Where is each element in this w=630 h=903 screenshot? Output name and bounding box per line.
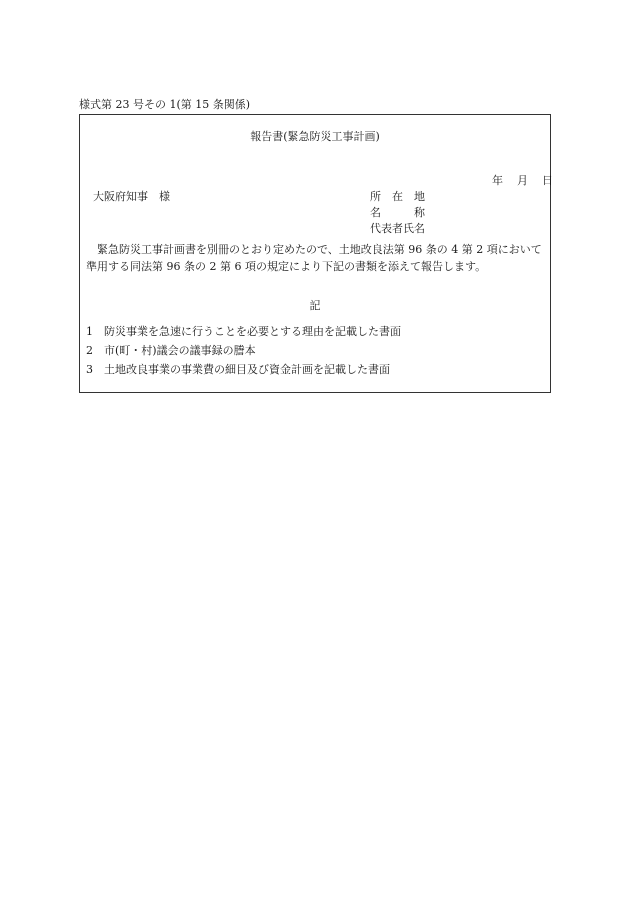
report-body-text: 緊急防災工事計画書を別冊のとおり定めたので、土地改良法第 96 条の 4 第 2 項において準用する同法第 96 条の 2 第 6 項の規定により下記の書類を添えて報告します。: [86, 243, 542, 273]
attachment-text: 土地改良事業の事業費の細目及び資金計画を記載した書面: [104, 363, 390, 376]
document-title: 報告書(緊急防災工事計画): [250, 130, 380, 143]
attachment-number: 2: [86, 344, 93, 357]
date-line: [492, 175, 553, 186]
applicant-representative-label: 代表者氏名: [370, 222, 425, 235]
attachment-text: 市(町・村)議会の議事録の謄本: [104, 344, 256, 357]
attachment-text: 防災事業を急速に行うことを必要とする理由を記載した書面: [104, 325, 401, 338]
date-day-label: 日: [542, 174, 553, 187]
attachment-number: 3: [86, 363, 93, 376]
ki-heading: 記: [309, 299, 321, 312]
attachment-item: [86, 345, 256, 356]
attachment-item: [86, 364, 390, 375]
date-month-label: 月: [517, 174, 528, 187]
date-year-label: 年: [492, 174, 503, 187]
report-form-frame: [79, 114, 551, 393]
attachment-item: [86, 326, 401, 337]
applicant-name-label: 名 称: [370, 206, 425, 219]
addressee: 大阪府知事 様: [93, 190, 170, 203]
attachment-number: 1: [86, 325, 93, 338]
form-number-label: 様式第 23 号その 1(第 15 条関係): [79, 98, 251, 111]
applicant-address-label: 所 在 地: [370, 190, 425, 203]
